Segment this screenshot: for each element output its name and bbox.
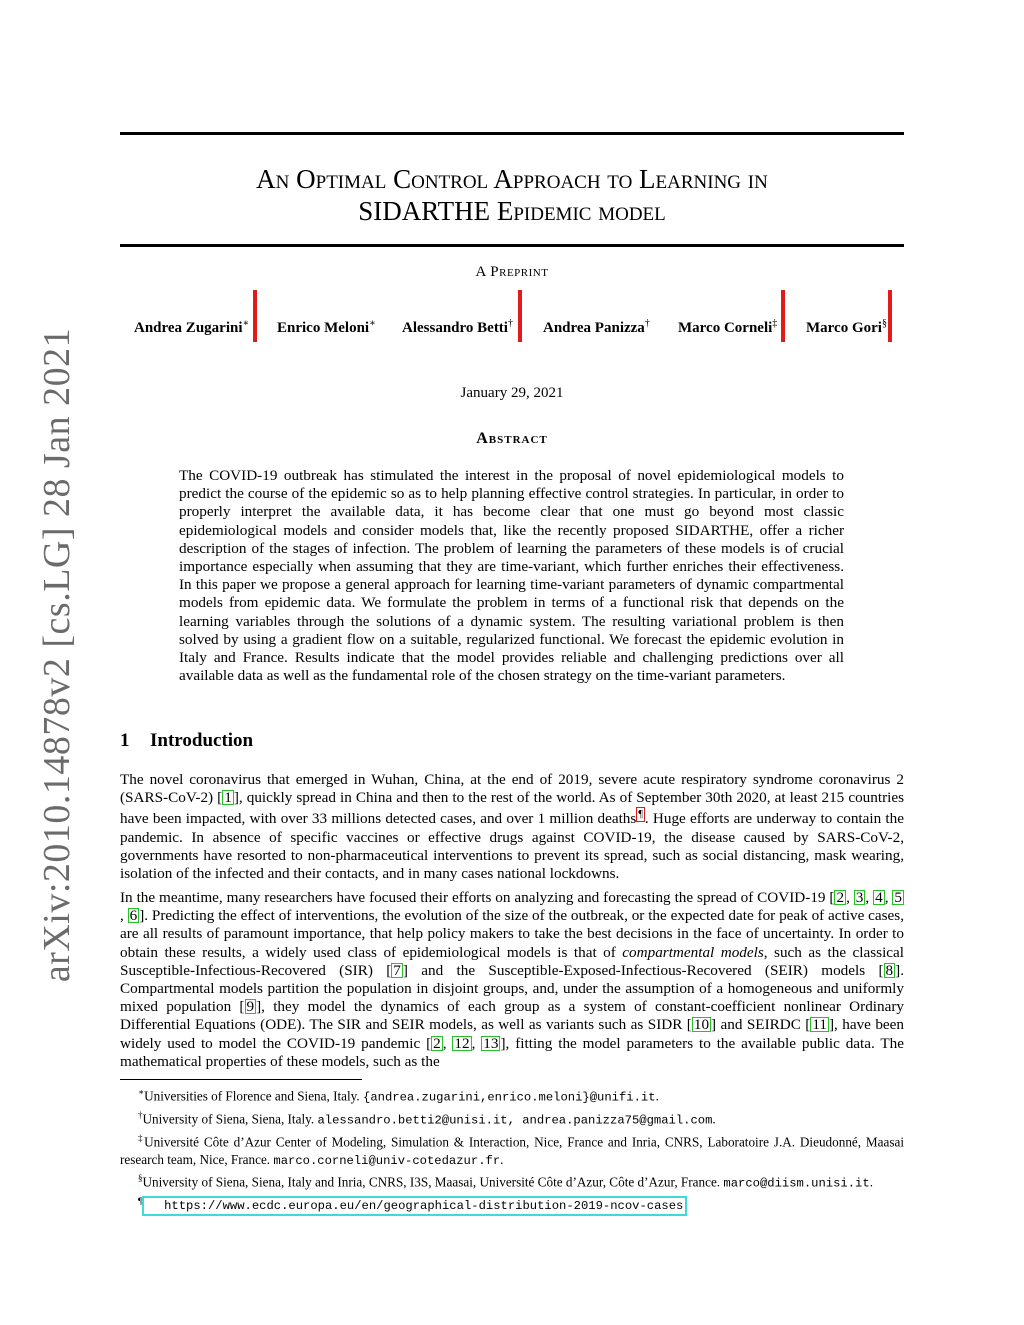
paper-title-line1: An Optimal Control Approach to Learning in: [256, 164, 768, 194]
footnotes: [120, 1084, 904, 1216]
citation-link[interactable]: 13: [483, 1034, 499, 1052]
author-betti: Alessandro Betti†: [402, 318, 513, 336]
link-highlight-bar: [253, 290, 257, 342]
citation-link[interactable]: 3: [855, 889, 864, 906]
link-highlight-bar: [518, 290, 522, 342]
author-meloni: Enrico Meloni∗: [277, 318, 376, 336]
preprint-label: A Preprint: [475, 264, 549, 280]
citation-link[interactable]: 4: [875, 889, 883, 906]
link-highlight-bar: [781, 290, 785, 342]
abstract-body: [179, 467, 844, 685]
footnote-3: ‡Université Côte d’Azur Center of Modeling, Simulation & Interaction, Nice, France and Inria, CNRS, Laboratoire J.A. Dieudonné, Maasai research team, Nice, France. marco.corneli@univ-cotedazur.fr.: [120, 1132, 904, 1168]
section-title: Introduction: [150, 730, 254, 751]
citation-link[interactable]: 5: [894, 889, 903, 906]
citation-link[interactable]: 6: [129, 907, 138, 925]
citation-link[interactable]: 9: [246, 998, 255, 1016]
citation-link[interactable]: 2: [433, 1034, 441, 1052]
section-number: 1: [120, 730, 130, 751]
citation-link[interactable]: 11: [812, 1016, 827, 1034]
footnote-4: §University of Siena, Siena, Italy and Inria, CNRS, I3S, Maasai, Université Côte d’Azur, Côte d’Azur, France. marco@diism.unisi.it.: [138, 1173, 873, 1191]
section-heading: [120, 730, 253, 752]
citation-link[interactable]: 7: [393, 961, 401, 979]
author-list: [120, 318, 904, 340]
citation-link[interactable]: 1: [224, 789, 232, 807]
abstract-text: The COVID-19 outbreak has stimulated the interest in the proposal of novel epidemiological models to predict the course of the epidemic so as to help planning effective control strategies. In particular, in order to properly interpret the available data, it has become clear that one must go beyond most classic epidemiological models and consider models that, like the recently proposed SIDARTHE, offer a richer description of the stages of infection. The problem of learning the parameters of these models is of crucial importance especially when assuming that they are time-variant, which further enriches their effectiveness. In this paper we propose a general approach for learning time-variant parameters of dynamic compartmental models from epidemic data. We formulate the problem in terms of a functional risk that depends on the learning variables through the solutions of a dynamic system. The resulting variational problem is then solved by using a gradient flow on a suitable, regularized functional. We forecast the epidemic evolution in Italy and France. Results indicate that the model provides reliable and challenging predictions over all available data as well as the fundamental role of the chosen strategy on the time-variant parameters.: [179, 467, 844, 685]
footnote-url-link[interactable]: https://www.ecdc.europa.eu/en/geographical-distribution-2019-ncov-cases: [142, 1196, 687, 1216]
author-gori: Marco Gori§: [806, 318, 887, 336]
author-corneli: Marco Corneli‡: [678, 318, 778, 336]
title-top-rule: [120, 132, 904, 135]
citation-link[interactable]: 10: [693, 1016, 710, 1034]
intro-paragraph-1: The novel coronavirus that emerged in Wuhan, China, at the end of 2019, severe acute respiratory syndrome coronavirus 2 (SARS-CoV-2) [ 1 ], quickly spread in China and then to the rest of the world. As of September 30th 2020, at least 215 countries have been impacted, with over 33 millions detected cases, and over 1 million deaths ¶ . Huge efforts are underway to contain the pandemic. In absence of specific vaccines or effective drugs against COVID-19, the disease caused by SARS-CoV-2, governments have resorted to non-pharmaceutical interventions to prevent its spread, such as social distancing, mask wearing, isolation of the infected and their contacts, and in many cases national lockdowns.: [120, 771, 905, 883]
citation-link[interactable]: 2: [836, 889, 845, 906]
footnote-1: ∗Universities of Florence and Siena, Italy. {andrea.zugarini,enrico.meloni}@unifi.it.: [138, 1087, 659, 1105]
link-highlight-bar: [888, 290, 892, 342]
intro-paragraph-2: In the meantime, many researchers have focused their efforts on analyzing and forecasting the spread of COVID-19 [ 2 , 3 , 4 , 5, 6 ]. Predicting the effect of interventions, the evolution of the size of the outbreak, or the expected date for peak of active cases, are all results of paramount importance, that help policy makers to take the best decisions in the face of uncertainty. In order to obtain these results, a widely used class of epidemiological models is that of compartmental models, such as the classical Susceptible-Infectious-Recovered (SIR) [ 7 ] and the Susceptible-Exposed-Infectious-Recovered (SEIR) models [ 8 ]. Compartmental models partition the population in disjoint groups, and, under the assumption of a homogeneous and uniformly mixed population [ 9 ], they model the dynamics of each group as a system of constant-coefficient nonlinear Ordinary Differential Equations (ODE). The SIR and SEIR models, as well as variants such as SIDR [ 10 ] and SEIRDC [ 11 ], have been widely used to model the COVID-19 pandemic [ 2 , 12 , 13 ], fitting the model parameters to the available public data. The mathematical properties of these models, such as the: [120, 889, 905, 1070]
citation-link[interactable]: 12: [454, 1034, 470, 1052]
footnote-2: †University of Siena, Siena, Italy. alessandro.betti2@unisi.it, andrea.panizza75@gmail.com.: [138, 1109, 716, 1128]
paper-title-line2: SIDARTHE Epidemic model: [358, 196, 666, 226]
arxiv-stamp: arXiv:2010.14878v2 [cs.LG] 28 Jan 2021: [36, 327, 78, 983]
footnote-5: ¶ https://www.ecdc.europa.eu/en/geographical-distribution-2019-ncov-cases: [120, 1193, 904, 1216]
author-zugarini: Andrea Zugarini∗: [134, 318, 250, 336]
author-panizza: Andrea Panizza†: [543, 318, 650, 336]
footnote-link[interactable]: ¶: [638, 809, 643, 821]
title-bottom-rule: [120, 244, 904, 247]
footnote-rule: [120, 1079, 362, 1080]
publication-date: January 29, 2021: [460, 385, 564, 401]
abstract-heading: Abstract: [476, 430, 548, 447]
citation-link[interactable]: 8: [885, 961, 894, 979]
